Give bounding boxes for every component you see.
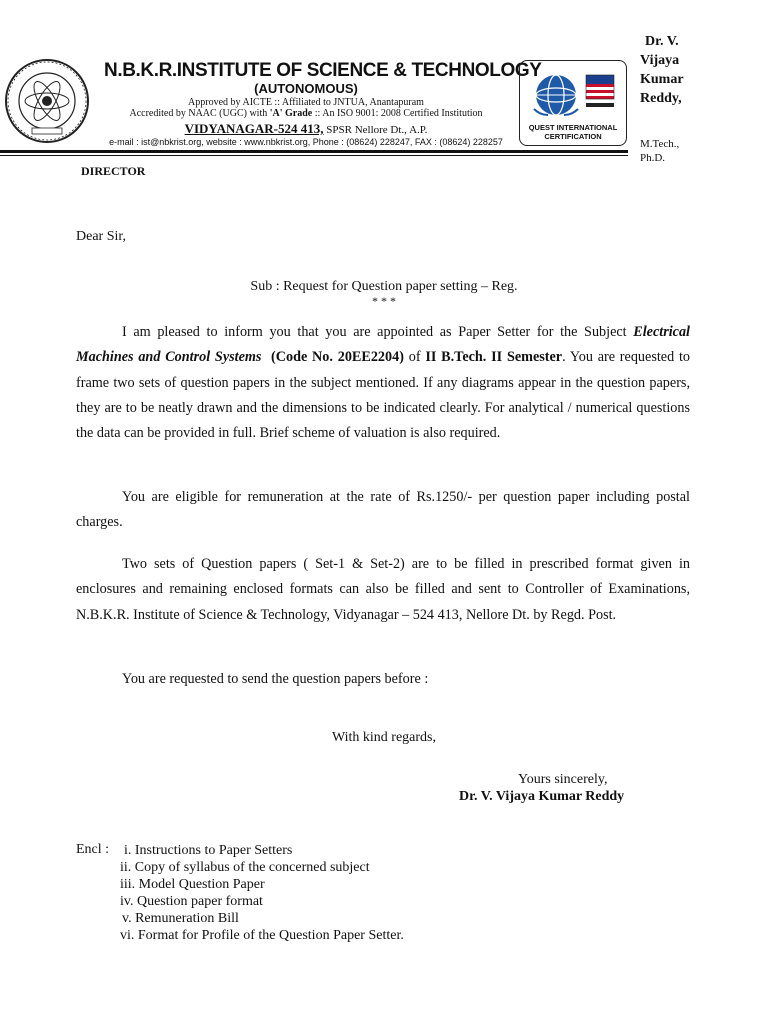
enclosure-item: iv. Question paper format — [120, 894, 263, 909]
address-main: VIDYANAGAR-524 413, — [184, 121, 324, 136]
paragraph-submission: Two sets of Question papers ( Set-1 & Set-2) are to be filled in prescribed format given in enclosures and remaining enclosed formats can also be filled and sent to Controller of Examinations, N.B.K.R. Institute of Science & Technology, Vidyanagar – 524 413, Nellore Dt. by Regd. Post. — [76, 556, 690, 623]
header-rule-thick — [0, 150, 628, 153]
enclosures-list — [122, 842, 404, 944]
qualification-line: Ph.D. — [640, 152, 666, 164]
closing-regards: With kind regards, — [331, 730, 437, 745]
semester: II B.Tech. II Semester — [425, 349, 563, 366]
approval-line: Approved by AICTE :: Affiliated to JNTUA, Anantapuram — [188, 97, 424, 108]
director-designation: DIRECTOR — [81, 164, 146, 178]
subject-line: Sub : Request for Question paper setting – Reg. — [250, 279, 518, 294]
director-qualifications — [640, 137, 679, 165]
enclosure-item: ii. Copy of syllabus of the concerned subject — [120, 860, 370, 875]
accreditation-grade: 'A' Grade — [269, 108, 313, 119]
quest-label-line-2: CERTIFICATION — [544, 132, 602, 141]
subject-code: (Code No. 20EE2204) — [271, 349, 404, 366]
enclosures-label: Encl : — [76, 842, 110, 857]
accreditation-suffix: :: An ISO 9001: 2008 Certified Institution — [312, 108, 483, 119]
institute-name: N.B.K.R.INSTITUTE OF SCIENCE & TECHNOLOGY — [104, 60, 542, 81]
quest-label — [520, 123, 626, 141]
accreditation-line — [104, 108, 508, 119]
p1-of: of — [403, 349, 426, 366]
flag-icon — [586, 75, 614, 84]
p1-details: . You are requested to frame two sets of question papers in the subject mentioned. If any diagrams appear in the question papers, they are to be neatly drawn and the dimensions to be indicated clearly. For analytical / numerical questions the data can be provided in full. Brief scheme of valuation is also required. — [76, 349, 690, 442]
paragraph-appointment — [76, 320, 690, 446]
enclosure-item: iii. Model Question Paper — [120, 877, 265, 892]
enclosure-item: v. Remuneration Bill — [122, 911, 239, 926]
header-rule-thin — [0, 155, 628, 156]
signer-name: Dr. V. Vijaya Kumar Reddy — [459, 789, 625, 804]
quest-certification-logo — [519, 60, 627, 146]
p1-intro: I am pleased to inform you that you are appointed as Paper Setter for the Subject — [122, 324, 634, 340]
closing-yours: Yours sincerely, — [518, 772, 608, 787]
subject-separator: * * * — [372, 294, 396, 308]
accreditation-prefix: Accredited by NAAC (UGC) with — [129, 108, 270, 119]
director-name-line: Vijaya — [640, 53, 680, 68]
quest-label-line-1: QUEST INTERNATIONAL — [528, 123, 618, 132]
paragraph-deadline: You are requested to send the question papers before : — [122, 671, 429, 687]
enclosure-item: i. Instructions to Paper Setters — [124, 843, 293, 858]
director-name-block — [640, 32, 704, 108]
autonomous-label: (AUTONOMOUS) — [254, 81, 358, 96]
address-rest: SPSR Nellore Dt., A.P. — [323, 124, 428, 136]
salutation: Dear Sir, — [76, 229, 126, 244]
institute-address — [104, 121, 508, 137]
director-name-line: Reddy, — [640, 91, 682, 106]
contact-line: e-mail : ist@nbkrist.org, website : www.nbkrist.org, Phone : (08624) 228247, FAX : (08624) 228257 — [109, 137, 503, 147]
paragraph-remuneration: You are eligible for remuneration at the rate of Rs.1250/- per question paper including postal charges. — [76, 489, 690, 531]
director-name-line: Kumar — [640, 72, 684, 87]
qualification-line: M.Tech., — [640, 138, 680, 150]
director-name-line: Dr. V. — [645, 34, 679, 49]
institute-seal-logo — [4, 58, 90, 144]
subject-name: Electrical Machines and Control Systems — [76, 324, 690, 366]
enclosure-item: vi. Format for Profile of the Question Paper Setter. — [120, 928, 404, 943]
